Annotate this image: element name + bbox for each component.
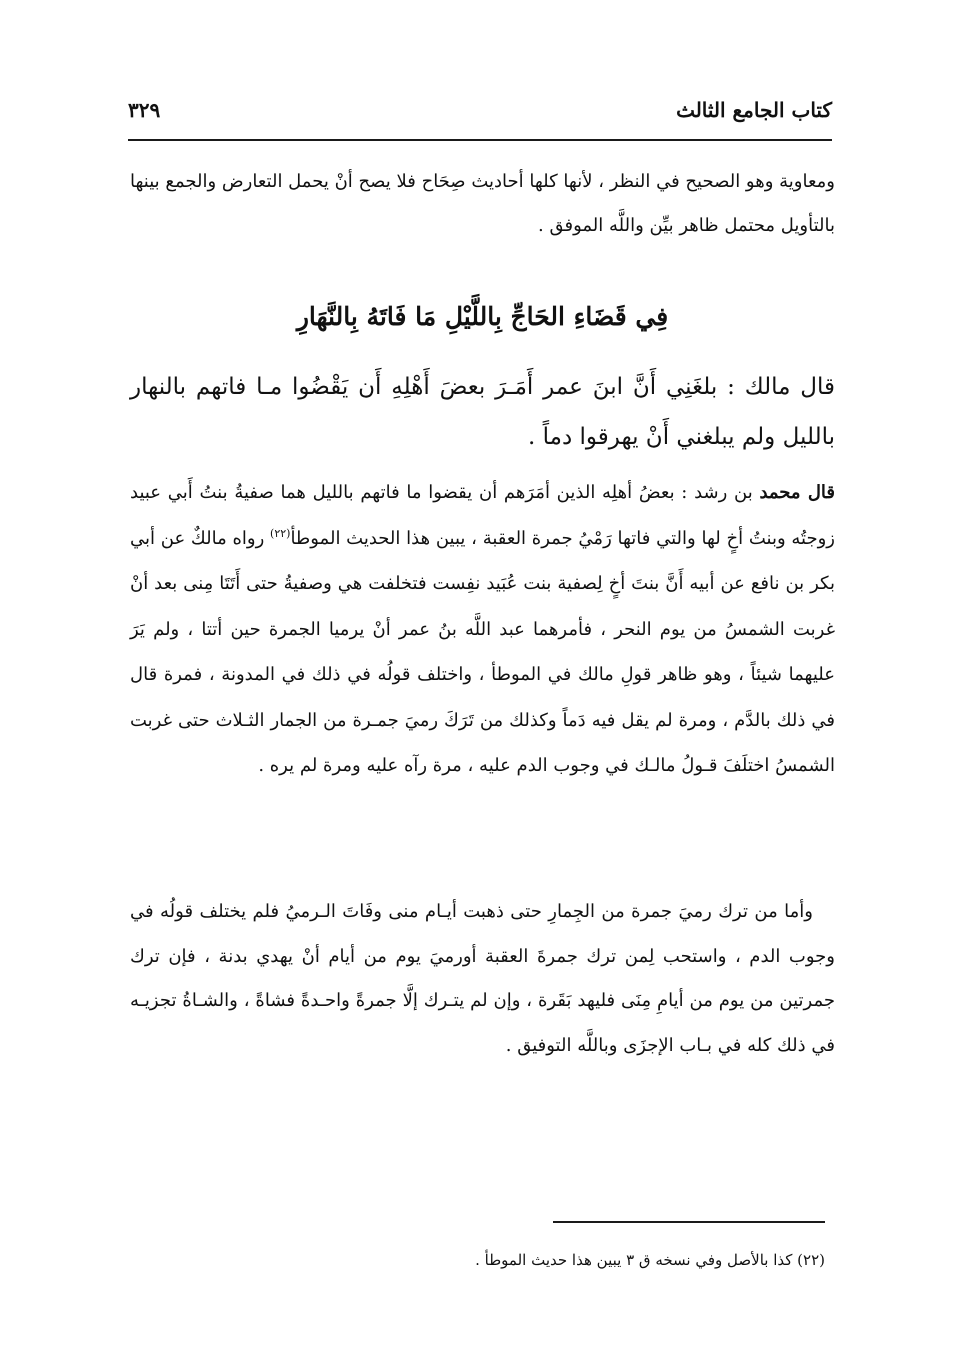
footnote-text: (٢٢) كذا بالأصل وفي نسخه ق ٣ يبين هذا حديث الموطأ . [475, 1251, 825, 1269]
malik-quote-paragraph: قال مالك : بلغَنِي أَنَّ ابنَ عمر أَمَـرَ بعضَ أَهْلِهِ أَن يَقْضُوا مـا فاتهم بالنهار بالليل ولم يبلغني أَنْ يهرقوا دماً . [130, 374, 835, 450]
header-divider [128, 139, 832, 141]
intro-paragraph: ومعاوية وهو الصحيح في النظر ، لأنها كلها أحاديث صِحَاح فلا يصح أنْ يحمل التعارض والجمع بينها بالتأويل محتمل ظاهر بيِّن واللَّه الموفق . [130, 171, 835, 236]
page-number: ٣٢٩ [128, 98, 161, 122]
commentary-text-part1: بعضُ أهلِه الذين أمَرَهم أن يقضوا ما فاتهم بالليل هما صفيةُ بنتُ أَبي عبيد زوجتُه وبنتُ أخٍ لها والتي فاتها رَمْيُ جمرة العقبة ، يبين هذا الحديث الموطأ [130, 482, 835, 549]
commentary-speaker-rest: بن رشد : [674, 482, 760, 503]
ibn-rushd-commentary [130, 470, 835, 789]
page-header [128, 98, 832, 138]
commentary-text-part2: رواه مالكٌ عن أبي بكر بن نافع عن أبيه أَنَّ بنتَ أخٍ لِصفية بنت عُبَيد نفِست فتخلفت هي وصفيةُ حتى أَتَتَا مِنى بعد أنْ غربت الشمسُ من يوم النحر ، فأمرهما عبد اللَّه بنُ عمر أنْ يرميا الجمرة حين أتتا ، ولم يَرَ عليهما شيئاً ، وهو ظاهر قولِ مالك في الموطأ ، واختلف قولُه في ذلك في المدونة ، فمرة قال في ذلك بالدَّم ، ومرة لم يقل فيه دَماً وكذلك من تَرَكَ رميَ جمـرة من الجمار الثـلاث حتى غربت الشمسُ اختلَفَ قـولُ مالـك في وجوب الدم عليه ، مرة رآه عليه ومرة لم يره . [130, 527, 835, 776]
footnote-divider [553, 1221, 825, 1223]
second-commentary-paragraph: وأما من ترك رميَ جمرة من الجِمارِ حتى ذهبت أيـام منى وفَاتَ الـرميُ فلم يختلف قولُه في وجوب الدم ، واستحب لِمن ترك جمرةَ العقبة أورميَ يوم من أيام أنْ يهدي بدنة ، فإن ترك جمرتين من يوم من أيامِ مِنَى فليهد بَقَرة ، وإن لم يتـرك إلَّا جمرةً واحـدةً فشاةً ، والشـاةُ تجزيـه في ذلك كله في بـاب الإجزَى وباللَّه التوفيق . [130, 901, 835, 1056]
running-title: كتاب الجامع الثالث [676, 98, 832, 122]
footnote-reference[interactable]: (٢٢) [270, 526, 291, 540]
section-heading: فِي قَضَاءِ الحَاجِّ بِاللَّيْلِ مَا فَاتَهُ بِالنَّهَارِ [296, 302, 669, 331]
commentary-speaker: قال محمد [759, 482, 835, 503]
